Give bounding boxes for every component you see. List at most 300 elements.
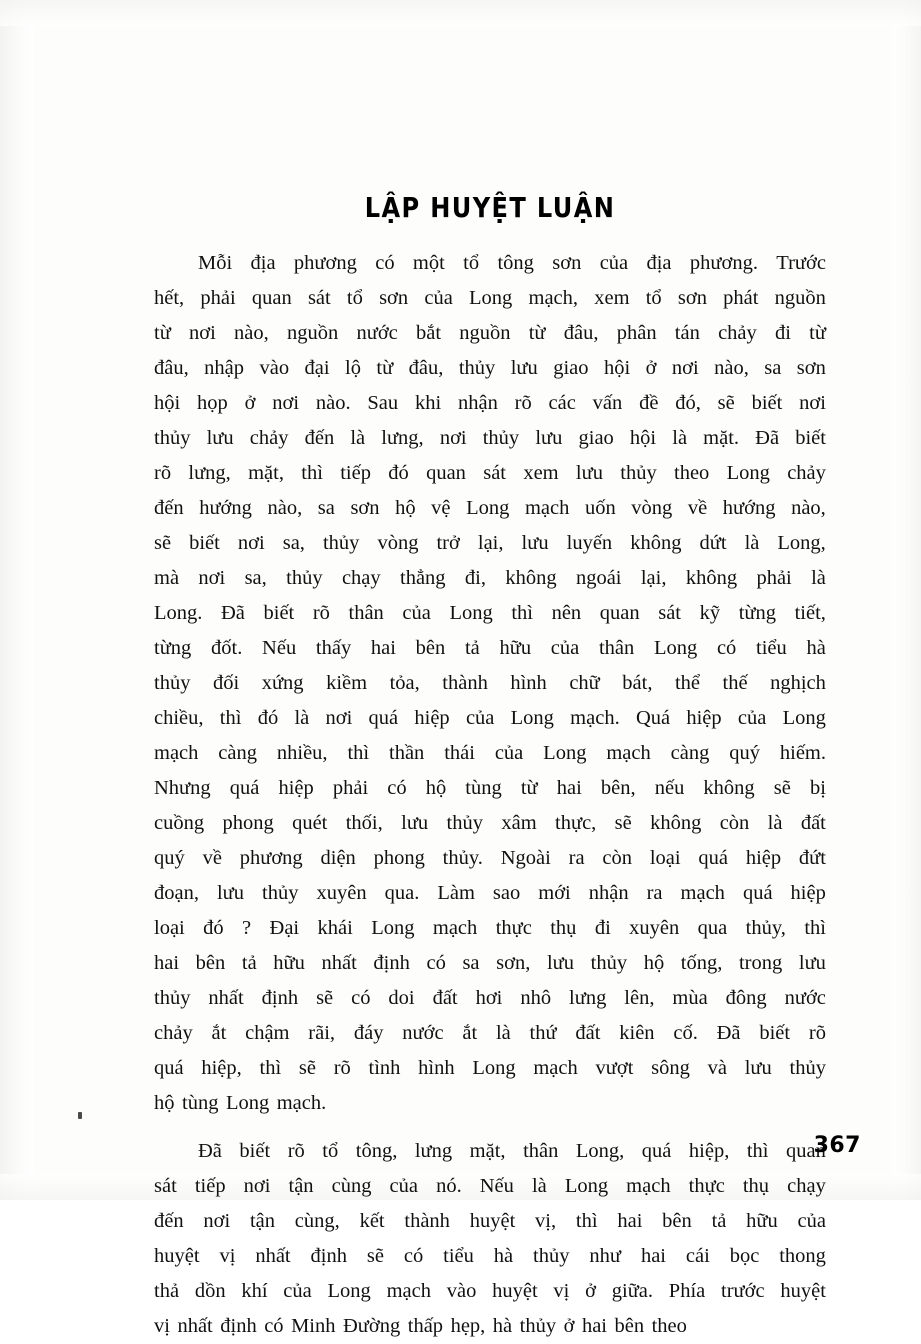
word: nhập (204, 357, 245, 379)
word: tổ (322, 1140, 339, 1162)
word: từ (809, 322, 826, 344)
word: đáy (353, 1022, 384, 1044)
word: chảy (718, 322, 757, 344)
word: mặt, (469, 1140, 506, 1162)
word: nhô (520, 987, 552, 1009)
word: hai (581, 1315, 607, 1337)
word: tiết, (794, 602, 826, 624)
word: mặt. (703, 427, 740, 449)
word: tả (241, 952, 257, 974)
word: thụ (742, 1175, 770, 1197)
word: nhận (588, 882, 629, 904)
word: mạch. (276, 1092, 327, 1114)
word: cái (685, 1245, 710, 1267)
word: bắt (416, 322, 442, 344)
word: là (294, 707, 310, 729)
word: sát (154, 1175, 177, 1197)
body-text (154, 246, 826, 1344)
word: Long. (154, 602, 203, 624)
page-number: 367 (813, 1133, 861, 1158)
word: hiệp, (688, 1140, 730, 1162)
word: lộ (345, 357, 361, 379)
word: trước (721, 1280, 765, 1302)
word: quá (742, 882, 773, 904)
word: hiệp (686, 707, 722, 729)
word: quá (229, 777, 260, 799)
word: mặt, (248, 462, 284, 484)
text-line (154, 701, 826, 736)
word: hết, (154, 287, 185, 309)
word: vị, (535, 1210, 557, 1232)
word: tông, (355, 1140, 398, 1162)
word: nào. (315, 392, 351, 414)
word: hiệp (278, 777, 314, 799)
text-line (154, 491, 826, 526)
word: vòng (377, 532, 419, 554)
word: lưu (535, 427, 563, 449)
word: qua. (384, 882, 420, 904)
word: vệ (431, 497, 451, 519)
word: trở (436, 532, 460, 554)
word: sẽ (614, 812, 632, 834)
word: là (495, 1022, 511, 1044)
word: sao (492, 882, 521, 904)
word: biết (795, 427, 826, 449)
word: nơi (325, 707, 353, 729)
word: thành (404, 1210, 450, 1232)
word: còn (602, 847, 633, 869)
word: nơi (198, 567, 226, 589)
word: quá (641, 1140, 672, 1162)
word: thì (746, 1140, 769, 1162)
word: hiếm. (779, 742, 826, 764)
word: vị (553, 1280, 570, 1302)
word: đâu, (408, 357, 444, 379)
paragraph (154, 246, 826, 1121)
word: tiểu (756, 637, 787, 659)
text-line (154, 1134, 826, 1169)
word: tiếp (194, 1175, 226, 1197)
word: sẽ (154, 532, 172, 554)
word: mới (538, 882, 571, 904)
word: ? (242, 917, 252, 939)
word: phân (616, 322, 657, 344)
word: Phía (668, 1280, 706, 1302)
word: hộ (643, 952, 665, 974)
word: Long (469, 287, 513, 309)
word: nguồn (774, 287, 826, 309)
word: rõ (514, 392, 532, 414)
word: thủy (789, 1057, 826, 1079)
word: nơi (671, 357, 699, 379)
word: đất (575, 1022, 601, 1044)
page-title: LẬP HUYỆT LUẬN (364, 190, 616, 224)
word: bọc (729, 1245, 760, 1267)
word: đó (257, 707, 279, 729)
word: phải (332, 777, 369, 799)
word: tùng (182, 1092, 219, 1114)
word: loại (649, 847, 681, 869)
word: sơn (379, 287, 409, 309)
word: huyệt (469, 1210, 516, 1232)
paragraph (154, 1134, 826, 1344)
word: hai (640, 1245, 666, 1267)
word: Nhưng (154, 777, 211, 799)
word: Nếu (262, 637, 297, 659)
word: mạch (524, 497, 570, 519)
word: trong (738, 952, 783, 974)
word: của (797, 1210, 826, 1232)
word: Mỗi (198, 252, 233, 274)
word: từ (154, 322, 171, 344)
word: sơn (552, 252, 582, 274)
word: biết (759, 1022, 791, 1044)
word: nghịch (770, 672, 826, 694)
word: còn (719, 812, 750, 834)
word: Long (371, 917, 415, 939)
word: phương. (689, 252, 758, 274)
word: Long (510, 707, 554, 729)
text-line (154, 771, 826, 806)
word: Long (782, 707, 826, 729)
word: đến (154, 497, 184, 519)
word: ở (244, 392, 256, 414)
word: ở (645, 357, 657, 379)
word: Đường (343, 1315, 401, 1337)
word: hữu (273, 952, 305, 974)
word: chậm (245, 1022, 290, 1044)
word: nơi (243, 1175, 271, 1197)
word: lại, (477, 532, 504, 554)
word: có (264, 1315, 284, 1337)
word: Sau (367, 392, 399, 414)
word: khi (414, 392, 442, 414)
word: vị (154, 1315, 170, 1337)
word: không (703, 777, 755, 799)
word: thấy (315, 637, 352, 659)
word: ở (563, 1315, 575, 1337)
scan-speck-artifact (78, 1112, 82, 1119)
word: Long (472, 1057, 516, 1079)
word: sẽ (366, 1245, 384, 1267)
word: càng (670, 742, 710, 764)
word: đoạn, (154, 882, 199, 904)
text-line (154, 421, 826, 456)
word: giữa. (611, 1280, 654, 1302)
word: vào (259, 357, 290, 379)
word: nhiều, (276, 742, 328, 764)
word: lưng (569, 987, 607, 1009)
text-line (154, 1204, 826, 1239)
word: nơi (203, 1210, 231, 1232)
word: của (402, 602, 431, 624)
word: thủy (446, 812, 483, 834)
word: quan (786, 1140, 826, 1162)
word: kiềm (326, 672, 368, 694)
word: nếu (654, 777, 685, 799)
word: sơn (796, 357, 826, 379)
word: của (494, 742, 524, 764)
word: quá (154, 1057, 184, 1079)
text-line (154, 351, 826, 386)
word: thủy, (745, 917, 786, 939)
word: rõ (312, 602, 330, 624)
word: sát (307, 287, 331, 309)
word: rõ (287, 1140, 305, 1162)
word: xem (523, 462, 559, 484)
text-line (154, 246, 826, 281)
word: hộ (154, 1092, 175, 1114)
word: địa (250, 252, 276, 274)
word: hà (806, 637, 826, 659)
word: sa (317, 497, 335, 519)
word: sa, (282, 532, 305, 554)
word: là (744, 532, 760, 554)
word: ngoái (575, 567, 622, 589)
word: phong (222, 812, 274, 834)
word: nơi (439, 427, 467, 449)
word: vị (219, 1245, 236, 1267)
word: lại, (640, 567, 667, 589)
word: nào, (714, 357, 749, 379)
word: lưu (546, 952, 575, 974)
word: hữu (499, 637, 532, 659)
word: hơi (475, 987, 503, 1009)
text-line (154, 981, 826, 1016)
word: lưng, (381, 427, 424, 449)
word: đâu, (154, 357, 189, 379)
word: Đã (716, 1022, 741, 1044)
word: Đã (755, 427, 780, 449)
word: hẹp, (450, 1315, 486, 1337)
word: lên, (624, 987, 655, 1009)
word: kết (359, 1210, 385, 1232)
word: định (373, 952, 410, 974)
word: tống, (680, 952, 723, 974)
word: mạch (154, 742, 199, 764)
word: Nếu (479, 1175, 514, 1197)
word: sông (651, 1057, 690, 1079)
text-line (154, 841, 826, 876)
word: tổ (346, 287, 363, 309)
word: nào, (267, 497, 303, 519)
word: tả (711, 1210, 727, 1232)
word: bên (415, 637, 446, 659)
text-line (154, 911, 826, 946)
word: hình (418, 1057, 455, 1079)
word: mạch (606, 742, 651, 764)
text-line (154, 736, 826, 771)
word: Long, (777, 532, 826, 554)
word: phải (756, 567, 792, 589)
word: từ (520, 777, 538, 799)
word: thủy (286, 567, 323, 589)
word: quý (729, 742, 760, 764)
text-line (154, 1169, 826, 1204)
word: nào, (234, 322, 269, 344)
word: biết (189, 532, 220, 554)
word: của (283, 1280, 312, 1302)
text-line (154, 316, 826, 351)
word: thái (444, 742, 475, 764)
word: khái (317, 917, 353, 939)
word: quá (368, 707, 399, 729)
word: Long (653, 637, 698, 659)
word: ra (646, 882, 663, 904)
word: của (465, 707, 495, 729)
word: đến (154, 1210, 184, 1232)
word: giao (553, 357, 589, 379)
word: thân (598, 637, 635, 659)
word: không (505, 567, 557, 589)
text-line (154, 526, 826, 561)
word: lưng (414, 1140, 453, 1162)
word: vào (446, 1280, 477, 1302)
word: phát (723, 287, 759, 309)
word: mạch (533, 1057, 578, 1079)
word: chạy (341, 567, 381, 589)
word: bên (195, 952, 226, 974)
scan-edge-left (0, 0, 34, 1200)
word: đi (594, 917, 611, 939)
word: có (375, 252, 395, 274)
word: quan (251, 287, 292, 309)
word: hữu (746, 1210, 778, 1232)
word: là (767, 812, 783, 834)
word: sẽ (773, 777, 791, 799)
word: ở (585, 1280, 596, 1302)
text-line (154, 666, 826, 701)
word: càng (218, 742, 257, 764)
word: thủy (519, 1315, 557, 1337)
word: thực, (555, 812, 597, 834)
word: đến (304, 427, 335, 449)
word: mùa (672, 987, 708, 1009)
word: định (220, 1315, 257, 1337)
word: xuyên (316, 882, 367, 904)
word: quét (292, 812, 328, 834)
word: dứt (699, 532, 727, 554)
word: thần (389, 742, 425, 764)
word: Long (726, 462, 770, 484)
word: Long (543, 742, 587, 764)
word: như (589, 1245, 622, 1267)
word: mạch (386, 1280, 431, 1302)
word: diện (320, 847, 356, 869)
word: xem (594, 287, 630, 309)
word: đó, (675, 392, 701, 414)
word: không (650, 812, 702, 834)
word: Trước (776, 252, 826, 274)
word: huyệt (780, 1280, 826, 1302)
word: mạch (626, 1175, 671, 1197)
word: bát, (622, 672, 653, 694)
word: hình (510, 672, 547, 694)
word: lưu (521, 532, 549, 554)
word: thì (259, 1057, 282, 1079)
word: hai (370, 637, 396, 659)
word: sa (764, 357, 782, 379)
word: rõ (333, 1057, 351, 1079)
word: Minh (291, 1315, 336, 1337)
word: nó. (436, 1175, 462, 1197)
word: vấn (592, 392, 623, 414)
word: uốn (584, 497, 616, 519)
word: kiên (619, 1022, 655, 1044)
word: nhất (208, 987, 244, 1009)
word: sẽ (298, 1057, 316, 1079)
scan-edge-right (891, 0, 921, 1200)
word: của (550, 637, 580, 659)
word: tỏa, (389, 672, 420, 694)
word: mạch (432, 917, 478, 939)
word: nơi (237, 532, 265, 554)
text-line (154, 806, 826, 841)
word: sát (483, 462, 507, 484)
word: có (387, 777, 407, 799)
word: chảy (249, 427, 289, 449)
word: thủy (620, 462, 657, 484)
word: đó (203, 917, 224, 939)
word: các (548, 392, 576, 414)
word: nơi (799, 392, 826, 414)
word: chảy (154, 1022, 193, 1044)
word: Đại (269, 917, 300, 939)
word: sa (462, 952, 480, 974)
word: hai (617, 1210, 643, 1232)
word: thủy (482, 427, 520, 449)
word: bên (614, 1315, 645, 1337)
word: đốt. (211, 637, 243, 659)
word: từng (154, 637, 192, 659)
word: tận (288, 1175, 314, 1197)
word: phương (239, 847, 303, 869)
word: thì (511, 602, 533, 624)
word: sẽ (316, 987, 334, 1009)
word: tán (674, 322, 700, 344)
word: tận (249, 1210, 276, 1232)
word: thối, (345, 812, 383, 834)
word: tổ (645, 287, 662, 309)
word: bị (809, 777, 826, 799)
word: tình (368, 1057, 401, 1079)
word: phương (293, 252, 357, 274)
word: xuyên (629, 917, 680, 939)
word: huyệt (154, 1245, 200, 1267)
word: tiếp (340, 462, 371, 484)
word: hội (629, 427, 657, 449)
word: rãi, (308, 1022, 336, 1044)
word: luyến (566, 532, 613, 554)
word: của (424, 287, 453, 309)
word: hà (492, 1315, 513, 1337)
word: huyệt (492, 1280, 538, 1302)
word: đâu, (563, 322, 599, 344)
text-line (154, 386, 826, 421)
word: có (403, 1245, 424, 1267)
word: thả (154, 1280, 180, 1302)
word: thì (347, 742, 370, 764)
word: theo (651, 1315, 687, 1337)
word: đất (800, 812, 826, 834)
word: lưng, (188, 462, 231, 484)
word: Long, (575, 1140, 625, 1162)
word: dồn (194, 1280, 226, 1302)
word: của (599, 252, 629, 274)
word: sát (658, 602, 682, 624)
word: nhất (177, 1315, 213, 1337)
word: cuồng (154, 812, 205, 834)
